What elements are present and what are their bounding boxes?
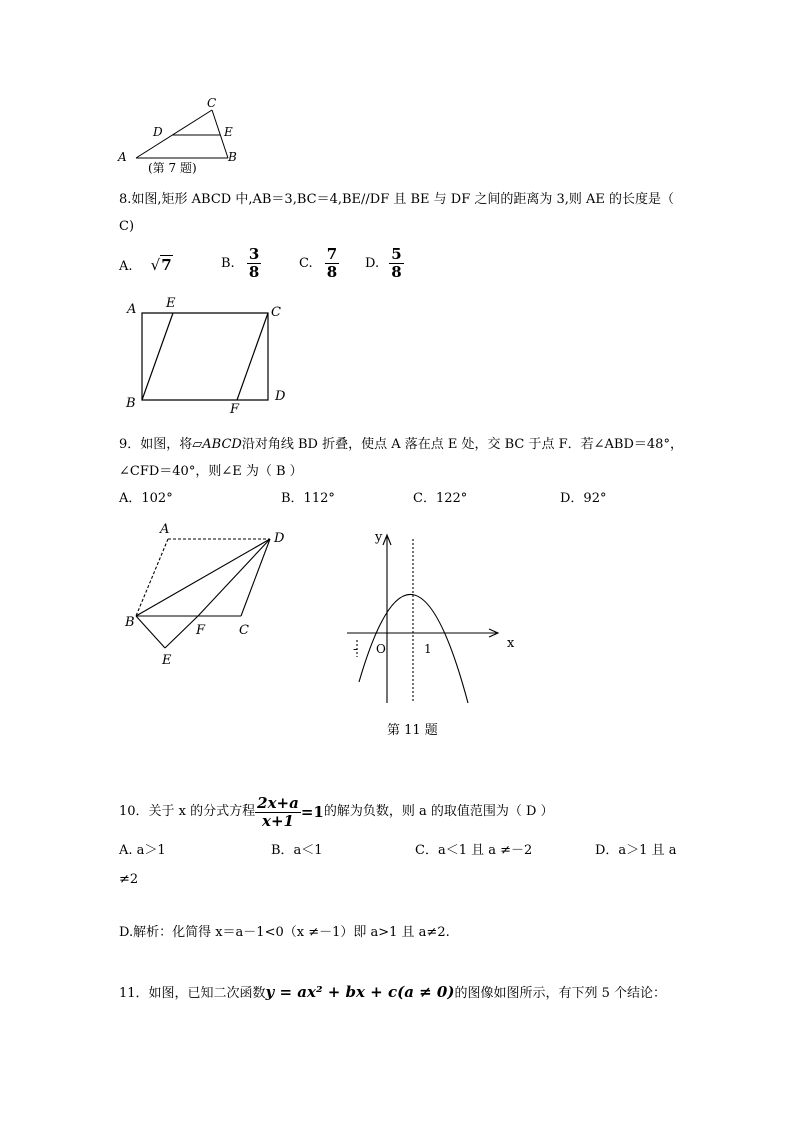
q10-fraction: [255, 795, 301, 830]
fig11-y-label: y: [375, 530, 383, 545]
q9-stem-line1: [119, 437, 683, 453]
parallelogram-icon: ▱: [192, 437, 203, 452]
fig8-label-b: B: [126, 396, 136, 411]
fig7-label-b: B: [228, 150, 237, 164]
q9-option-d: D．92°: [560, 491, 607, 506]
q8-option-c: [299, 246, 339, 281]
q8-option-b-prefix: B.: [221, 256, 235, 271]
q8-option-d-numerator: 5: [391, 245, 402, 263]
fig11-o-label: O: [376, 642, 386, 656]
figure-q11-graph: [340, 525, 530, 745]
q11-formula: y = ax² + bx + c(a ≠ 0): [265, 983, 455, 1001]
q8-option-a: [119, 256, 173, 274]
q9-option-c: C．122°: [413, 491, 468, 506]
q8-option-a-prefix: A.: [119, 259, 133, 274]
fig8-label-a: A: [127, 302, 137, 317]
q10-option-d: D．a＞1 且 a: [595, 843, 677, 858]
figure-q7: [110, 95, 260, 175]
q10-option-a: A. a＞1: [119, 843, 166, 858]
dashed-ab: [136, 539, 168, 616]
q8-option-c-numerator: 7: [326, 245, 338, 263]
fig9-label-f: F: [196, 623, 206, 638]
q11-stem-b: 的图像如图所示，有下列 5 个结论：: [454, 986, 667, 1001]
q8-option-d-denominator: 8: [391, 263, 402, 281]
q8-option-b-denominator: 8: [248, 263, 260, 281]
fig7-caption: (第 7 题): [148, 161, 197, 175]
q11-stem: [119, 984, 666, 1002]
q8-option-d-fraction: [389, 246, 403, 281]
segment-bd: [136, 539, 270, 616]
sqrt-icon: √7: [150, 256, 172, 274]
rectangle-abcd: [142, 313, 268, 400]
fig9-label-a: A: [160, 522, 170, 537]
figure-q8: [120, 293, 300, 418]
fig8-label-f: F: [230, 402, 240, 417]
q9-stem-line1-a: 9．如图，将: [119, 437, 193, 452]
q9-option-b: B．112°: [281, 491, 335, 506]
q8-option-d-prefix: D.: [365, 256, 380, 271]
q11-stem-a: 11．如图，已知二次函数: [119, 986, 266, 1001]
fig11-one-label: 1: [424, 642, 432, 656]
fig11-caption: 第 11 题: [387, 723, 438, 738]
segment-be: [142, 313, 173, 400]
fig9-label-d: D: [274, 531, 285, 546]
segment-ac: [136, 110, 212, 158]
q9-option-a: A．102°: [119, 491, 173, 506]
q10-fraction-numerator: 2x+a: [257, 793, 299, 812]
fig7-label-e: E: [224, 125, 233, 139]
fig8-label-c: C: [271, 305, 281, 320]
fig8-label-d: D: [275, 389, 286, 404]
segment-fc: [237, 313, 268, 400]
q8-option-b: [221, 246, 261, 281]
q9-stem-line1-b: 沿对角线 BD 折叠，使点 A 落在点 E 处，交 BC 于点 F．若∠ABD＝48°，: [241, 437, 683, 452]
q8-option-d: [365, 246, 404, 281]
q10-eq-rhs: =1: [300, 803, 324, 821]
q9-stem-line2: ∠CFD＝40°，则∠E 为（ B ）: [119, 464, 303, 479]
q8-option-c-fraction: [325, 246, 339, 281]
figure-q9: [120, 518, 300, 673]
q8-stem-line2: C): [119, 219, 135, 234]
segment-be: [136, 616, 165, 648]
segment-fd: [198, 539, 270, 616]
fig8-label-e: E: [166, 296, 176, 311]
fig7-label-c: C: [207, 96, 217, 110]
q10-stem-a: 10．关于 x 的分式方程: [119, 804, 256, 819]
fig9-label-e: E: [162, 653, 172, 668]
q8-option-b-numerator: 3: [248, 245, 260, 263]
q10-fraction-denominator: x+1: [262, 811, 294, 830]
q8-option-a-radicand: 7: [161, 256, 172, 274]
q10-stem: [119, 790, 554, 834]
q10-stem-b: 的解为负数，则 a 的取值范围为（ D ）: [323, 804, 554, 819]
q10-analysis: D.解析：化简得 x＝a－1<0（x ≠－1）即 a>1 且 a≠2.: [119, 925, 450, 940]
segment-ef: [165, 616, 198, 648]
q10-option-b: B．a＜1: [271, 843, 323, 858]
fig9-label-c: C: [239, 623, 249, 638]
q9-stem-abcd: ABCD: [202, 437, 242, 452]
fig9-label-b: B: [125, 615, 135, 630]
q10-option-d-continued: ≠2: [119, 872, 139, 887]
q8-option-c-prefix: C.: [299, 256, 313, 271]
q8-stem-line1: 8.如图,矩形 ABCD 中,AB＝3,BC＝4,BE//DF 且 BE 与 DF 之间的距离为 3,则 AE 的长度是（: [119, 192, 675, 207]
fig11-minus-label: -: [353, 642, 358, 656]
segment-dc: [241, 539, 270, 616]
fig7-label-a: A: [118, 150, 127, 164]
q8-option-c-denominator: 8: [326, 263, 338, 281]
fig11-x-label: x: [507, 636, 515, 651]
q10-option-c: C．a＜1 且 a ≠－2: [415, 843, 533, 858]
fig7-label-d: D: [153, 125, 163, 139]
q8-option-b-fraction: [247, 246, 261, 281]
